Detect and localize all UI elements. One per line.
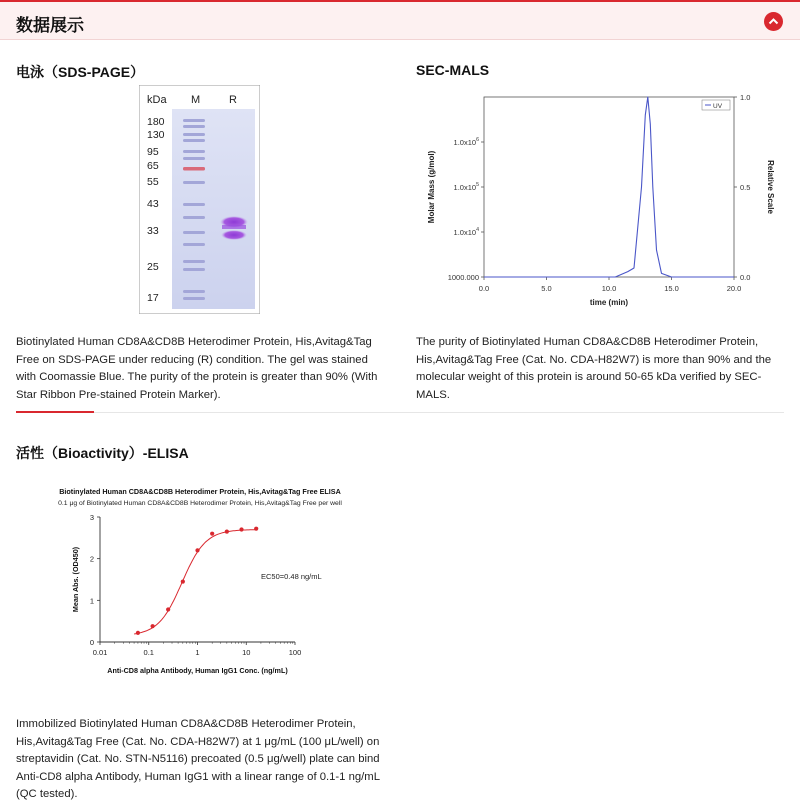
- y-tick-label: 3: [89, 513, 94, 522]
- data-point: [181, 579, 185, 583]
- marker-label: 43: [147, 198, 159, 210]
- marker-band: [183, 290, 205, 293]
- elisa-title: 活性（Bioactivity）-ELISA: [16, 445, 189, 461]
- marker-label: 180: [147, 116, 165, 128]
- marker-band: [183, 133, 205, 136]
- x-tick-label: 1: [195, 648, 200, 657]
- elisa-chart: [30, 480, 390, 680]
- section-divider-accent: [16, 411, 94, 413]
- marker-band: [183, 181, 205, 184]
- section-title: 数据展示: [16, 16, 84, 35]
- elisa-caption: Immobilized Biotinylated Human CD8A&CD8B Heterodimer Protein, His,Avitag&Tag Free (Cat. No. CDA-H82W7) at 1 μg/mL (100 μL/well) on streptavidin (Cat. No. STN-N5116) precoated (0.5 μg/well) plate can bind Anti-CD8 alpha Antibody, Human IgG1 with a linear range of 0.1-1 ng/mL (QC tested).: [16, 718, 381, 800]
- gel-header-m: M: [191, 94, 201, 106]
- marker-band: [183, 243, 205, 246]
- y-axis-label: Molar Mass (g/mol): [427, 150, 436, 224]
- y-tick-label: $1.0x10^6$: [453, 137, 479, 147]
- section-header: [0, 0, 800, 40]
- data-point: [195, 548, 199, 552]
- marker-band: [183, 119, 205, 122]
- y-tick-label: 1000.000: [447, 273, 479, 282]
- legend-label: UV: [713, 103, 723, 110]
- x-tick-label: 100: [288, 648, 302, 657]
- marker-label: 65: [147, 160, 159, 172]
- legend: [702, 100, 730, 110]
- sample-band-core: [222, 225, 246, 229]
- marker-band: [183, 150, 205, 153]
- marker-label: 25: [147, 261, 159, 273]
- collapse-button[interactable]: [764, 12, 783, 31]
- y-tick-label: $1.0x10^5$: [453, 182, 479, 192]
- section-divider: [16, 412, 784, 413]
- y-tick-label: 0: [89, 638, 94, 647]
- x-tick-label: 5.0: [541, 284, 552, 293]
- y2-tick-label: 0.0: [740, 273, 751, 282]
- x-axis-label: Anti-CD8 alpha Antibody, Human IgG1 Conc. (ng/mL): [107, 666, 288, 675]
- x-axis-label: time (min): [589, 298, 629, 307]
- marker-band: [183, 203, 205, 206]
- marker-band: [183, 260, 205, 263]
- y-axis-label: Mean Abs. (OD450): [71, 546, 80, 613]
- data-point: [151, 624, 155, 628]
- marker-band: [183, 297, 205, 300]
- fit-curve: [134, 530, 256, 634]
- sds-page-title: 电泳（SDS-PAGE）: [16, 64, 145, 80]
- marker-band: [183, 216, 205, 219]
- y2-tick-label: 1.0: [740, 93, 751, 102]
- marker-band-red: [183, 167, 205, 171]
- marker-label: 130: [147, 129, 165, 141]
- y2-tick-label: 0.5: [740, 183, 751, 192]
- y-tick-label: $1.0x10^4$: [453, 227, 479, 237]
- sds-page-gel-image: [139, 85, 260, 314]
- data-point: [239, 527, 243, 531]
- data-point: [166, 607, 170, 611]
- marker-band: [183, 268, 205, 271]
- plot-frame: [484, 97, 734, 277]
- y-tick-label: 1: [89, 596, 94, 606]
- y2-axis-label: Relative Scale: [766, 160, 775, 214]
- marker-band: [183, 139, 205, 142]
- marker-label: 17: [147, 292, 159, 304]
- x-tick-label: 0.1: [143, 648, 154, 657]
- sec-mals-chart: [420, 85, 780, 310]
- y-tick-label: 2: [89, 554, 94, 564]
- data-point: [225, 529, 229, 533]
- x-tick-label: 10: [242, 648, 251, 657]
- x-tick-label: 20.0: [726, 284, 742, 293]
- marker-band: [183, 157, 205, 160]
- sample-band-lower: [221, 230, 247, 240]
- gel-header-kda: kDa: [147, 94, 167, 106]
- data-point: [210, 532, 214, 536]
- marker-band: [183, 125, 205, 128]
- marker-label: 95: [147, 146, 159, 158]
- elisa-chart-title: Biotinylated Human CD8A&CD8B Heterodimer Protein, His,Avitag&Tag Free ELISA: [59, 487, 341, 496]
- x-tick-label: 0.01: [92, 648, 108, 657]
- sec-mals-title: SEC-MALS: [416, 62, 490, 78]
- sds-page-caption: Biotinylated Human CD8A&CD8B Heterodimer Protein, His,Avitag&Tag Free on SDS-PAGE under reducing (R) condition. The gel was stained with Coomassie Blue. The purity of the protein is greater than 90% (With Star Ribbon Pre-stained Protein Marker).: [16, 336, 378, 401]
- data-point: [136, 631, 140, 635]
- marker-label: 55: [147, 176, 159, 188]
- marker-label: 33: [147, 225, 159, 237]
- x-tick-label: 15.0: [664, 284, 679, 293]
- x-tick-label: 10.0: [601, 284, 617, 293]
- data-point: [254, 527, 258, 531]
- gel-header-r: R: [229, 94, 237, 106]
- sec-mals-caption: The purity of Biotinylated Human CD8A&CD8B Heterodimer Protein, His,Avitag&Tag Free (Cat. No. CDA-H82W7) is more than 90% and the molecular weight of this protein is around 50-65 kDa verified by SEC- MALS.: [416, 336, 772, 401]
- ec50-annotation: EC50=0.48 ng/mL: [261, 572, 322, 581]
- elisa-chart-subtitle: 0.1 μg of Biotinylated Human CD8A&CD8B Heterodimer Protein, His,Avitag&Tag Free per well: [58, 500, 342, 507]
- x-tick-label: 0.0: [478, 284, 490, 293]
- marker-band: [183, 231, 205, 234]
- chevron-up-icon: [768, 16, 779, 27]
